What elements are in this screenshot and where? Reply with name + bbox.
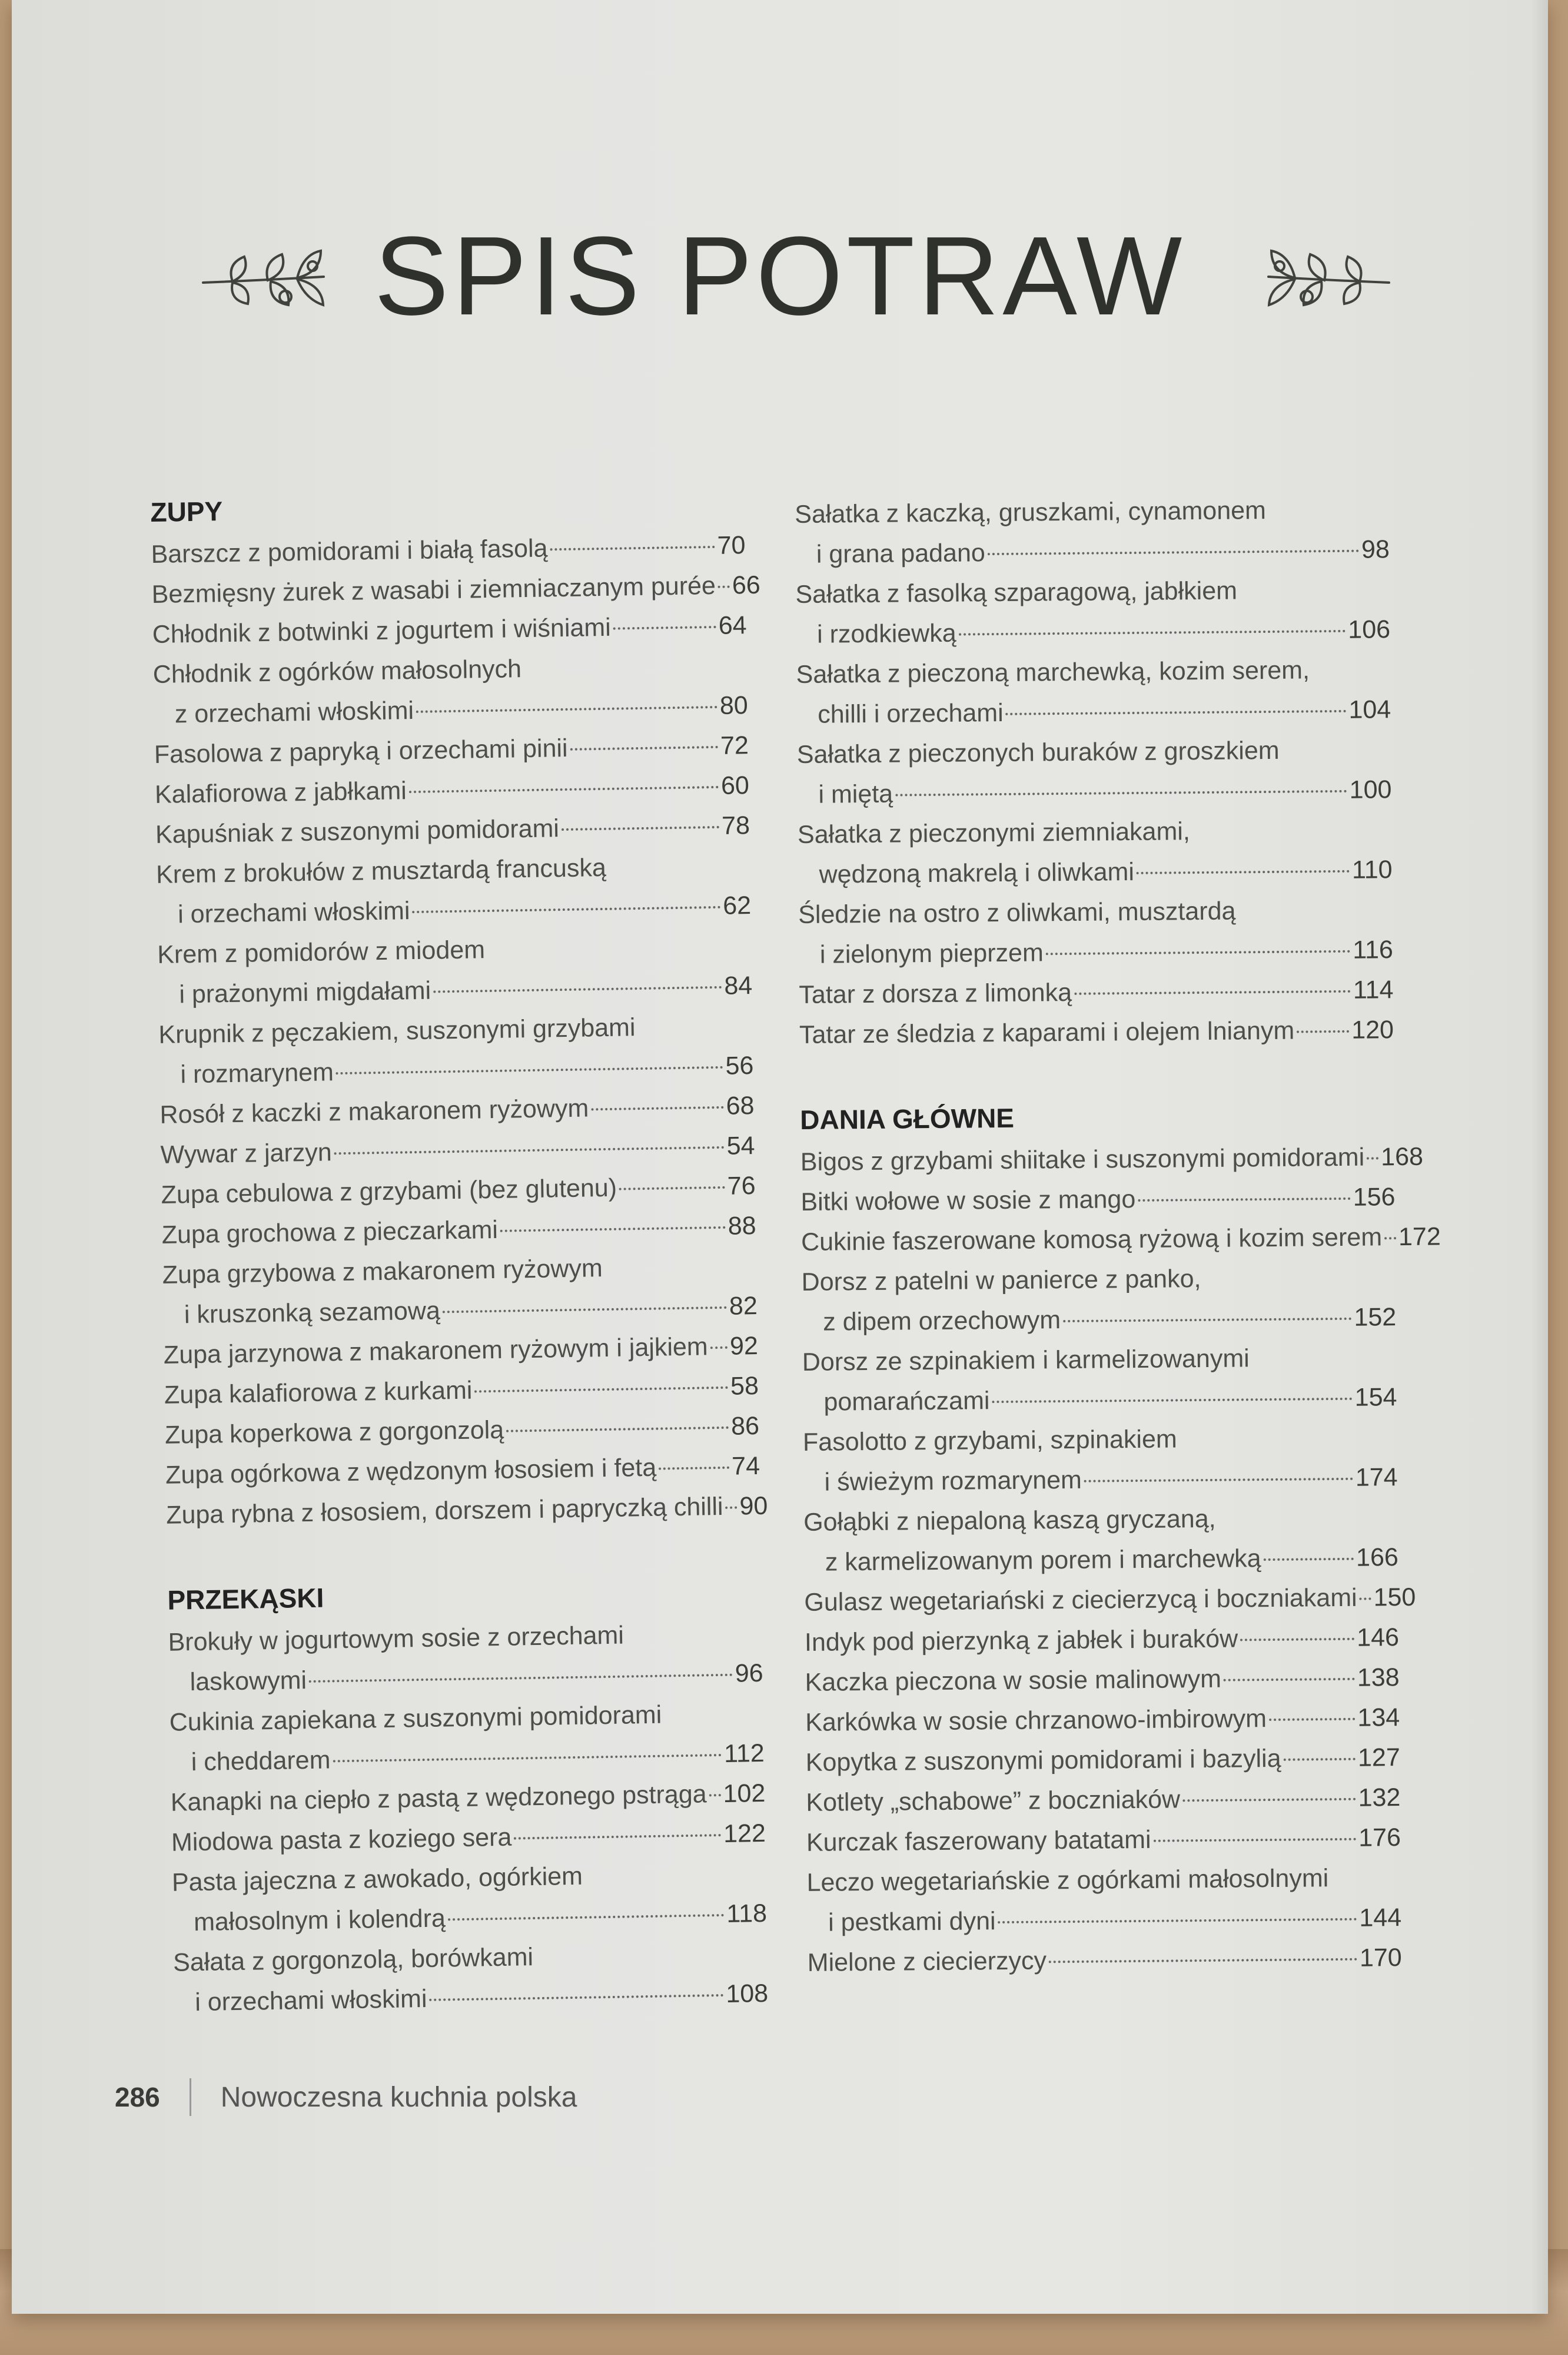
entry-row bbox=[806, 1777, 1401, 1823]
toc-entry bbox=[805, 1657, 1400, 1703]
entry-title: Kanapki na ciepło z pastą z wędzonego pstrąga bbox=[170, 1780, 707, 1817]
dot-leader bbox=[409, 786, 719, 793]
entry-page-number: 100 bbox=[1349, 775, 1392, 804]
entry-page-number: 156 bbox=[1353, 1183, 1396, 1212]
entry-title: Zupa koperkowa z gorgonzolą bbox=[164, 1415, 504, 1450]
entry-page-number: 78 bbox=[721, 811, 750, 840]
entry-title: i zielonym pieprzem bbox=[819, 938, 1044, 969]
entry-page-number: 66 bbox=[732, 570, 761, 600]
toc-entry bbox=[799, 1010, 1394, 1055]
toc-entry bbox=[805, 1617, 1400, 1663]
dot-leader bbox=[412, 906, 720, 913]
entry-row bbox=[796, 609, 1391, 655]
entry-title: Dorsz z patelni w panierce z panko, bbox=[801, 1265, 1201, 1296]
entry-page-number: 172 bbox=[1398, 1222, 1441, 1252]
entry-page-number: 154 bbox=[1354, 1383, 1397, 1412]
dot-leader bbox=[336, 1066, 723, 1074]
entry-title: Zupa grochowa z pieczarkami bbox=[161, 1215, 499, 1249]
entry-title: Sałatka z pieczonymi ziemniakami, bbox=[797, 817, 1190, 849]
toc-entry bbox=[805, 1697, 1400, 1743]
entry-title: i orzechami włoskimi bbox=[177, 897, 410, 929]
entry-title: Gołąbki z niepaloną kaszą gryczaną, bbox=[803, 1504, 1216, 1537]
entry-page-number: 110 bbox=[1351, 855, 1393, 884]
entry-title: Kalafiorowa z jabłkami bbox=[154, 777, 407, 809]
entry-title: Fasolowa z papryką i orzechami pinii bbox=[154, 734, 568, 769]
right-leaf-ornament-icon bbox=[1260, 236, 1395, 330]
dot-leader bbox=[562, 826, 719, 831]
entry-row bbox=[795, 529, 1390, 575]
entry-page-number: 102 bbox=[723, 1779, 766, 1808]
entry-title: chilli i orzechami bbox=[818, 698, 1004, 729]
entry-title: Cukinie faszerowane komosą ryżową i kozim serem bbox=[800, 1223, 1383, 1256]
entry-row bbox=[798, 850, 1393, 895]
entry-title: laskowymi bbox=[190, 1666, 307, 1697]
dot-leader bbox=[1063, 1318, 1351, 1322]
toc-entry bbox=[800, 1177, 1396, 1222]
entry-title: Bitki wołowe w sosie z mango bbox=[800, 1185, 1136, 1216]
dot-leader bbox=[988, 550, 1359, 556]
entry-title: Kurczak faszerowany batatami bbox=[806, 1825, 1151, 1857]
toc-entry bbox=[802, 1337, 1397, 1422]
entry-row bbox=[800, 1137, 1424, 1182]
dot-leader bbox=[474, 1387, 728, 1393]
page-footer bbox=[115, 2078, 577, 2116]
dot-leader bbox=[895, 790, 1347, 797]
entry-row bbox=[807, 1898, 1402, 1943]
entry-title: Barszcz z pomidorami i białą fasolą bbox=[151, 534, 548, 569]
entry-page-number: 88 bbox=[727, 1211, 757, 1240]
toc-entry bbox=[173, 1933, 769, 2023]
dot-leader bbox=[1006, 710, 1347, 715]
entry-page-number: 56 bbox=[725, 1052, 754, 1080]
toc-entry bbox=[169, 1693, 765, 1783]
entry-title: Dorsz ze szpinakiem i karmelizowanymi bbox=[802, 1344, 1250, 1376]
entry-page-number: 168 bbox=[1380, 1142, 1424, 1172]
dot-leader bbox=[1284, 1758, 1356, 1761]
entry-row bbox=[797, 769, 1392, 815]
entry-page-number: 132 bbox=[1358, 1783, 1401, 1812]
toc-entry bbox=[157, 926, 753, 1015]
toc-entry bbox=[803, 1417, 1398, 1502]
entry-row bbox=[796, 689, 1391, 735]
toc-entry bbox=[801, 1257, 1396, 1342]
entry-title: Tatar ze śledzia z kaparami i olejem lnianym bbox=[799, 1016, 1295, 1049]
entry-row bbox=[807, 1938, 1402, 1983]
entry-page-number: 54 bbox=[726, 1132, 755, 1160]
entry-page-number: 127 bbox=[1357, 1743, 1400, 1772]
dot-leader bbox=[429, 1994, 723, 2001]
entry-title: Mielone z ciecierzycy bbox=[807, 1946, 1047, 1977]
book-page bbox=[12, 0, 1548, 2314]
entry-title: Sałatka z kaczką, gruszkami, cynamonem bbox=[795, 496, 1267, 529]
entry-row bbox=[804, 1537, 1399, 1583]
dot-leader bbox=[416, 706, 717, 713]
entry-title: Kotlety „schabowe” z boczniaków bbox=[806, 1785, 1181, 1817]
entry-row bbox=[802, 1377, 1397, 1422]
dot-leader bbox=[514, 1834, 721, 1840]
dot-leader bbox=[334, 1146, 725, 1155]
entry-title: pomarańczami bbox=[823, 1387, 990, 1417]
dot-leader bbox=[550, 546, 715, 550]
section-heading: DANIA GŁÓWNE bbox=[800, 1102, 1015, 1135]
entry-row bbox=[799, 1010, 1394, 1055]
entry-title: i rozmarynem bbox=[180, 1058, 334, 1089]
dot-leader bbox=[959, 630, 1346, 636]
dot-leader bbox=[570, 746, 718, 751]
entry-page-number: 138 bbox=[1357, 1663, 1400, 1692]
dot-leader bbox=[506, 1427, 729, 1432]
entry-page-number: 120 bbox=[1351, 1016, 1394, 1044]
entry-page-number: 96 bbox=[735, 1659, 763, 1688]
entry-title: Rosół z kaczki z makaronem ryżowym bbox=[160, 1094, 589, 1129]
entry-page-number: 80 bbox=[719, 691, 749, 720]
entry-title: Gulasz wegetariański z ciecierzycą i boczniakami bbox=[804, 1583, 1357, 1617]
entry-title: Zupa cebulowa z grzybami (bez glutenu) bbox=[161, 1173, 617, 1209]
toc-entry bbox=[806, 1817, 1401, 1863]
dot-leader bbox=[1384, 1237, 1396, 1239]
entry-title: Zupa rybna z łososiem, dorszem i papryczką chilli bbox=[165, 1492, 723, 1530]
dot-leader bbox=[1154, 1838, 1357, 1842]
entry-title: i świeżym rozmarynem bbox=[824, 1465, 1082, 1497]
entry-page-number: 174 bbox=[1355, 1463, 1398, 1492]
entry-page-number: 58 bbox=[730, 1371, 759, 1401]
entry-row bbox=[174, 1973, 769, 2023]
entry-page-number: 146 bbox=[1357, 1623, 1400, 1652]
entry-page-number: 70 bbox=[717, 531, 746, 560]
toc-entry bbox=[796, 649, 1391, 735]
entry-page-number: 72 bbox=[720, 731, 749, 760]
dot-leader bbox=[1240, 1638, 1354, 1641]
dot-leader bbox=[1138, 1198, 1350, 1202]
entry-title: Pasta jajeczna z awokado, ogórkiem bbox=[171, 1862, 583, 1897]
dot-leader bbox=[619, 1186, 725, 1190]
book-title: Nowoczesna kuchnia polska bbox=[220, 2081, 577, 2113]
entry-page-number: 106 bbox=[1348, 615, 1391, 644]
entry-page-number: 114 bbox=[1353, 976, 1394, 1004]
entry-page-number: 64 bbox=[718, 611, 747, 640]
entry-title: Zupa ogórkowa z wędzonym łososiem i fetą bbox=[165, 1453, 657, 1490]
entry-title: Zupa kalafiorowa z kurkami bbox=[164, 1376, 473, 1409]
entry-title: i pestkami dyni bbox=[828, 1907, 996, 1937]
entry-title: Wywar z jarzyn bbox=[160, 1138, 333, 1169]
entry-page-number: 108 bbox=[725, 1979, 769, 2008]
toc-entry bbox=[152, 645, 748, 735]
toc-entry bbox=[158, 1006, 754, 1095]
entry-page-number: 86 bbox=[730, 1411, 760, 1441]
entry-title: z karmelizowanym porem i marchewką bbox=[825, 1544, 1261, 1577]
dot-leader bbox=[613, 626, 716, 630]
entry-title: Brokuły w jogurtowym sosie z orzechami bbox=[168, 1621, 624, 1657]
dot-leader bbox=[1137, 870, 1350, 874]
entry-title: Zupa jarzynowa z makaronem ryżowym i jajkiem bbox=[163, 1332, 709, 1369]
entry-title: Kopytka z suszonymi pomidorami i bazylią bbox=[805, 1744, 1281, 1777]
entry-page-number: 144 bbox=[1359, 1903, 1402, 1932]
entry-title: Sałatka z pieczoną marchewką, kozim serem, bbox=[796, 656, 1310, 689]
entry-title: i rzodkiewką bbox=[816, 619, 956, 649]
entry-title: z dipem orzechowym bbox=[823, 1306, 1061, 1336]
entry-page-number: 112 bbox=[723, 1739, 765, 1768]
page-number: 286 bbox=[115, 2082, 160, 2112]
toc-entry bbox=[156, 845, 752, 935]
dot-leader bbox=[1360, 1598, 1371, 1600]
entry-row bbox=[806, 1817, 1401, 1863]
entry-title: Zupa grzybowa z makaronem ryżowym bbox=[162, 1254, 603, 1289]
entry-title: i prażonymi migdałami bbox=[178, 976, 431, 1009]
entry-title: Kaczka pieczona w sosie malinowym bbox=[805, 1664, 1222, 1697]
entry-title: i grana padano bbox=[816, 539, 986, 569]
entry-page-number: 82 bbox=[729, 1291, 758, 1321]
entry-page-number: 118 bbox=[726, 1899, 768, 1928]
section-heading: PRZEKĄSKI bbox=[167, 1582, 324, 1616]
toc-entry bbox=[803, 1497, 1398, 1583]
toc-entry bbox=[800, 1137, 1424, 1182]
toc-entry bbox=[799, 970, 1394, 1015]
entry-page-number: 116 bbox=[1353, 936, 1393, 964]
toc-entry bbox=[162, 1246, 758, 1335]
entry-row bbox=[805, 1657, 1400, 1703]
toc-entry bbox=[168, 1613, 763, 1703]
dot-leader bbox=[433, 986, 722, 993]
entry-page-number: 90 bbox=[739, 1491, 768, 1521]
toc-entry bbox=[795, 569, 1390, 655]
toc-entry bbox=[172, 1853, 768, 1943]
entry-title: małosolnym i kolendrą bbox=[193, 1904, 446, 1937]
entry-title: Chłodnik z ogórków małosolnych bbox=[152, 655, 522, 689]
entry-title: Sałata z gorgonzolą, borówkami bbox=[172, 1943, 534, 1977]
entry-row bbox=[806, 1737, 1401, 1783]
toc-entry bbox=[798, 810, 1393, 895]
entry-title: Krem z pomidorów z miodem bbox=[157, 936, 486, 969]
entry-title: Leczo wegetariańskie z ogórkami małosolnymi bbox=[806, 1864, 1329, 1897]
entry-title: i orzechami włoskimi bbox=[194, 1984, 427, 2017]
entry-row bbox=[804, 1577, 1416, 1623]
entry-page-number: 170 bbox=[1359, 1943, 1402, 1972]
entry-title: Sałatka z pieczonych buraków z groszkiem bbox=[796, 736, 1280, 769]
entry-title: Cukinia zapiekana z suszonymi pomidorami bbox=[169, 1700, 662, 1737]
entry-row bbox=[799, 970, 1394, 1015]
page-title: SPIS POTRAW bbox=[374, 214, 1186, 339]
entry-row bbox=[800, 1177, 1396, 1222]
entry-row bbox=[799, 930, 1394, 975]
entry-page-number: 166 bbox=[1356, 1543, 1399, 1572]
toc-entry bbox=[797, 729, 1392, 815]
entry-row bbox=[805, 1617, 1400, 1663]
entry-title: i cheddarem bbox=[191, 1746, 331, 1777]
dot-leader bbox=[1367, 1157, 1378, 1159]
page-edge-shadow bbox=[1530, 0, 1548, 2314]
entry-title: i miętą bbox=[818, 780, 893, 809]
entry-title: Kapuśniak z suszonymi pomidorami bbox=[155, 814, 560, 849]
dot-leader bbox=[659, 1467, 729, 1470]
toc-entry bbox=[795, 489, 1390, 575]
dot-leader bbox=[710, 1346, 727, 1349]
dot-leader bbox=[1297, 1030, 1349, 1033]
entry-page-number: 176 bbox=[1358, 1823, 1401, 1852]
entry-title: Bezmięsny żurek z wasabi i ziemniaczanym purée bbox=[151, 571, 716, 609]
dot-leader bbox=[1269, 1718, 1355, 1721]
footer-divider bbox=[190, 2078, 191, 2116]
entry-title: Sałatka z fasolką szparagową, jabłkiem bbox=[795, 576, 1238, 609]
section-heading: ZUPY bbox=[150, 496, 223, 528]
entry-page-number: 134 bbox=[1357, 1703, 1400, 1732]
toc-entry bbox=[800, 1217, 1441, 1262]
dot-leader bbox=[725, 1507, 737, 1509]
dot-leader bbox=[998, 1918, 1357, 1923]
dot-leader bbox=[709, 1794, 721, 1796]
toc-entry bbox=[806, 1777, 1401, 1823]
entry-title: Indyk pod pierzynką z jabłek i buraków bbox=[804, 1624, 1238, 1657]
entry-title: Bigos z grzybami shiitake i suszonymi pomidorami bbox=[800, 1143, 1365, 1176]
dot-leader bbox=[309, 1674, 733, 1683]
dot-leader bbox=[591, 1106, 723, 1111]
entry-page-number: 60 bbox=[720, 771, 750, 800]
dot-leader bbox=[992, 1398, 1352, 1403]
dot-leader bbox=[1182, 1798, 1356, 1802]
entry-title: Karkówka w sosie chrzanowo-imbirowym bbox=[805, 1704, 1267, 1737]
entry-title: Krupnik z pęczakiem, suszonymi grzybami bbox=[158, 1013, 636, 1049]
dot-leader bbox=[1224, 1678, 1355, 1681]
entry-title: Śledzie na ostro z oliwkami, musztardą bbox=[798, 897, 1236, 929]
toc-entry bbox=[798, 890, 1393, 975]
dot-leader bbox=[443, 1306, 727, 1314]
dot-leader bbox=[718, 586, 730, 588]
entry-page-number: 92 bbox=[729, 1331, 759, 1361]
toc-entry bbox=[806, 1858, 1401, 1943]
entry-title: Miodowa pasta z koziego sera bbox=[171, 1823, 512, 1857]
entry-page-number: 74 bbox=[731, 1451, 760, 1481]
dot-leader bbox=[333, 1754, 722, 1762]
entry-title: Krem z brokułów z musztardą francuską bbox=[155, 853, 607, 889]
dot-leader bbox=[1264, 1558, 1354, 1561]
entry-title: i kruszonką sezamową bbox=[184, 1296, 441, 1329]
dot-leader bbox=[1084, 1478, 1353, 1482]
dot-leader bbox=[1074, 990, 1351, 995]
entry-page-number: 62 bbox=[722, 891, 752, 920]
entry-page-number: 104 bbox=[1348, 695, 1391, 724]
entry-title: wędzoną makrelą i oliwkami bbox=[819, 857, 1135, 889]
left-toc-column bbox=[150, 485, 769, 2023]
entry-page-number: 98 bbox=[1361, 535, 1390, 564]
dot-leader bbox=[500, 1226, 726, 1232]
entry-page-number: 68 bbox=[726, 1092, 755, 1120]
dot-leader bbox=[448, 1914, 725, 1921]
entry-row bbox=[803, 1457, 1398, 1502]
dot-leader bbox=[1046, 950, 1350, 956]
entry-title: Chłodnik z botwinki z jogurtem i wiśniami bbox=[152, 613, 612, 649]
toc-entry bbox=[806, 1737, 1401, 1783]
entry-row bbox=[805, 1697, 1400, 1743]
entry-title: z orzechami włoskimi bbox=[174, 696, 414, 729]
entry-title: Tatar z dorsza z limonką bbox=[799, 978, 1072, 1009]
toc-entry bbox=[807, 1938, 1402, 1983]
right-toc-column bbox=[795, 489, 1441, 1983]
entry-page-number: 76 bbox=[727, 1171, 756, 1200]
section-gap bbox=[799, 1050, 1394, 1102]
entry-page-number: 84 bbox=[724, 971, 753, 1000]
entry-row bbox=[802, 1297, 1397, 1342]
dot-leader bbox=[1049, 1958, 1357, 1963]
entry-title: Fasolotto z grzybami, szpinakiem bbox=[802, 1425, 1177, 1457]
entry-page-number: 150 bbox=[1373, 1583, 1416, 1612]
entry-row bbox=[800, 1217, 1441, 1262]
toc-entry bbox=[804, 1577, 1416, 1623]
entry-page-number: 152 bbox=[1354, 1303, 1397, 1332]
entry-page-number: 122 bbox=[723, 1819, 766, 1848]
